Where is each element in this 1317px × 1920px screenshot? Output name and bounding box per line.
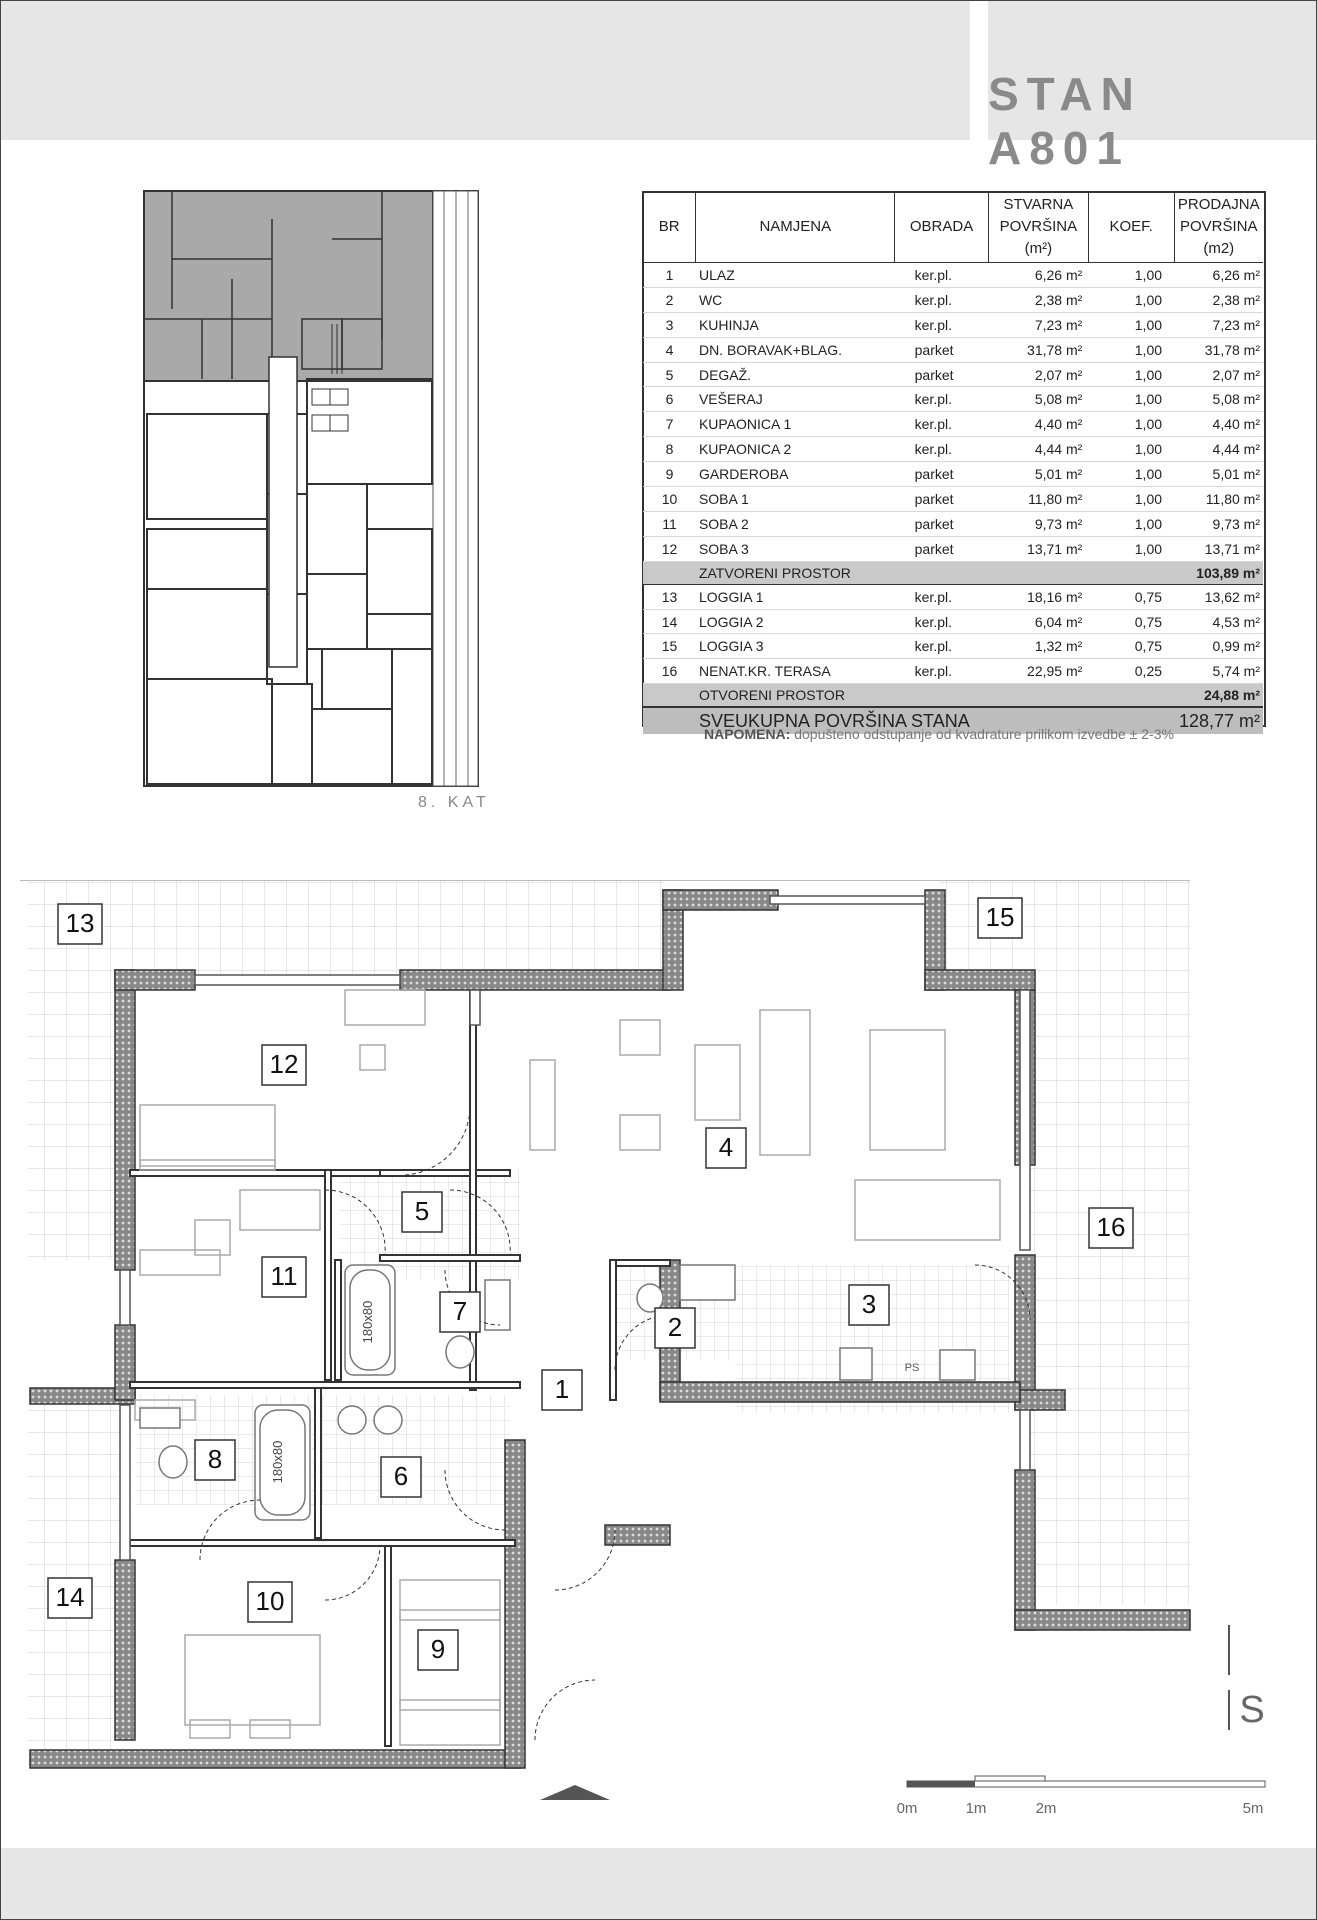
cell-br: 14 (643, 609, 696, 634)
table-row (643, 609, 1263, 634)
table-row (643, 634, 1263, 659)
room-5-label: 5 (414, 1196, 430, 1226)
cell-br: 12 (643, 536, 696, 561)
note-label: NAPOMENA: (704, 726, 791, 742)
cell-coef: 0,75 (1088, 634, 1174, 659)
footer-band (1, 1848, 1316, 1919)
cell-name: KUPAONICA 1 (696, 412, 895, 437)
room-8-label: 8 (207, 1444, 223, 1474)
room-16-label: 16 (1096, 1212, 1126, 1242)
scale-2m: 2m (1035, 1800, 1057, 1817)
cell-finish: parket (895, 462, 989, 487)
header-band-left (1, 1, 970, 140)
cell-coef: 1,00 (1088, 263, 1174, 288)
room-9-label: 9 (430, 1634, 446, 1664)
cell-coef: 1,00 (1088, 437, 1174, 462)
ps-label: PS (904, 1362, 920, 1374)
grand-total-value: 128,77 m² (1174, 707, 1263, 734)
cell-actual: 5,08 m² (988, 387, 1088, 412)
cell-name: DEGAŽ. (696, 362, 895, 387)
table-row (643, 584, 1263, 609)
cell-sale: 4,53 m² (1174, 609, 1263, 634)
cell-name: SOBA 2 (696, 511, 895, 536)
open-total-row (643, 684, 1263, 708)
room-2-label: 2 (667, 1312, 683, 1342)
header-prodajna-line2: POVRŠINA (1179, 218, 1258, 235)
cell-actual: 22,95 m² (988, 659, 1088, 684)
cell-coef: 1,00 (1088, 312, 1174, 337)
room-11-label: 11 (270, 1261, 298, 1291)
cell-br: 5 (643, 362, 696, 387)
open-total-label: OTVORENI PROSTOR (696, 684, 1174, 708)
table-row (643, 263, 1263, 288)
table-row (643, 387, 1263, 412)
cell-br: 9 (643, 462, 696, 487)
cell-sale: 4,40 m² (1174, 412, 1263, 437)
cell-br: 13 (643, 584, 696, 609)
cell-br: 15 (643, 634, 696, 659)
header-stvarna-line2: POVRŠINA (999, 218, 1078, 235)
scale-bar (897, 1776, 1265, 1817)
room-10-label: 10 (255, 1586, 285, 1616)
cell-name: LOGGIA 2 (696, 609, 895, 634)
cell-name: WC (696, 287, 895, 312)
apartment-title: STAN A801 (988, 68, 1142, 174)
cell-finish: parket (895, 362, 989, 387)
cell-name: DN. BORAVAK+BLAG. (696, 337, 895, 362)
cell-name: GARDEROBA (696, 462, 895, 487)
cell-finish: ker.pl. (895, 584, 989, 609)
header-stvarna-line3: (m²) (1024, 240, 1053, 257)
scale-5m: 5m (1242, 1800, 1264, 1817)
table-row (643, 659, 1263, 684)
cell-coef: 1,00 (1088, 287, 1174, 312)
cell-sale: 5,01 m² (1174, 462, 1263, 487)
cell-br: 2 (643, 287, 696, 312)
cell-sale: 11,80 m² (1174, 487, 1263, 512)
table-header-row (643, 192, 1263, 263)
cell-sale: 7,23 m² (1174, 312, 1263, 337)
cell-actual: 7,23 m² (988, 312, 1088, 337)
cell-finish: ker.pl. (895, 437, 989, 462)
room-7-label: 7 (452, 1296, 468, 1326)
cell-sale: 5,74 m² (1174, 659, 1263, 684)
cell-finish: ker.pl. (895, 263, 989, 288)
room-1-label: 1 (554, 1374, 570, 1404)
cell-coef: 0,75 (1088, 584, 1174, 609)
room-4-label: 4 (718, 1132, 734, 1162)
cell-actual: 11,80 m² (988, 487, 1088, 512)
cell-br: 8 (643, 437, 696, 462)
table-row (643, 487, 1263, 512)
tub-label-2: 180x80 (270, 1440, 285, 1484)
tub-label-1: 180x80 (360, 1300, 375, 1344)
cell-actual: 18,16 m² (988, 584, 1088, 609)
room-14-label: 14 (55, 1582, 85, 1612)
cell-sale: 9,73 m² (1174, 511, 1263, 536)
cell-empty (643, 561, 696, 584)
cell-actual: 4,44 m² (988, 437, 1088, 462)
closed-total-label: ZATVORENI PROSTOR (696, 561, 1174, 584)
cell-coef: 0,75 (1088, 609, 1174, 634)
cell-sale: 4,44 m² (1174, 437, 1263, 462)
note-text: dopušteno odstupanje od kvadrature prilikom izvedbe ± 2-3% (790, 726, 1174, 742)
cell-name: VEŠERAJ (696, 387, 895, 412)
cell-finish: parket (895, 487, 989, 512)
cell-actual: 6,26 m² (988, 263, 1088, 288)
closed-total-row (643, 561, 1263, 584)
cell-actual: 9,73 m² (988, 511, 1088, 536)
cell-coef: 1,00 (1088, 462, 1174, 487)
cell-finish: ker.pl. (895, 634, 989, 659)
table-row (643, 337, 1263, 362)
cell-actual: 6,04 m² (988, 609, 1088, 634)
cell-coef: 1,00 (1088, 536, 1174, 561)
cell-finish: ker.pl. (895, 312, 989, 337)
cell-coef: 1,00 (1088, 362, 1174, 387)
cell-actual: 13,71 m² (988, 536, 1088, 561)
cell-sale: 2,38 m² (1174, 287, 1263, 312)
cell-name: NENAT.KR. TERASA (696, 659, 895, 684)
scale-0m: 0m (896, 1800, 918, 1817)
header-band-right (988, 1, 1316, 174)
room-3-label: 3 (861, 1289, 877, 1319)
cell-name: KUPAONICA 2 (696, 437, 895, 462)
room-12-label: 12 (269, 1049, 299, 1079)
header-stvarna-line1: STVARNA (1003, 196, 1074, 213)
table-row (643, 462, 1263, 487)
scale-1m: 1m (965, 1800, 987, 1817)
header-obrada: OBRADA (895, 192, 989, 263)
cell-sale: 13,71 m² (1174, 536, 1263, 561)
cell-coef: 0,25 (1088, 659, 1174, 684)
cell-empty (643, 707, 696, 734)
key-plan (142, 189, 482, 789)
table-row (643, 437, 1263, 462)
cell-coef: 1,00 (1088, 511, 1174, 536)
cell-coef: 1,00 (1088, 387, 1174, 412)
cell-sale: 31,78 m² (1174, 337, 1263, 362)
cell-sale: 13,62 m² (1174, 584, 1263, 609)
cell-finish: ker.pl. (895, 387, 989, 412)
open-total-value: 24,88 m² (1174, 684, 1263, 708)
header-prodajna-line3: (m2) (1203, 240, 1235, 257)
table-row (643, 287, 1263, 312)
room-13-label: 13 (65, 908, 95, 938)
cell-actual: 4,40 m² (988, 412, 1088, 437)
cell-br: 16 (643, 659, 696, 684)
cell-br: 11 (643, 511, 696, 536)
cell-br: 1 (643, 263, 696, 288)
header-br: BR (643, 192, 696, 263)
room-6-label: 6 (393, 1461, 409, 1491)
cell-name: KUHINJA (696, 312, 895, 337)
cell-actual: 5,01 m² (988, 462, 1088, 487)
cell-sale: 0,99 m² (1174, 634, 1263, 659)
cell-finish: parket (895, 511, 989, 536)
cell-name: SOBA 3 (696, 536, 895, 561)
area-table (643, 192, 1263, 734)
cell-br: 7 (643, 412, 696, 437)
floor-label: 8. KAT (418, 794, 490, 811)
cell-finish: ker.pl. (895, 659, 989, 684)
cell-actual: 1,32 m² (988, 634, 1088, 659)
cell-br: 3 (643, 312, 696, 337)
cell-actual: 2,07 m² (988, 362, 1088, 387)
grand-total-label: SVEUKUPNA POVRŠINA STANA (696, 707, 1174, 734)
cell-br: 4 (643, 337, 696, 362)
north-label: S (1239, 1689, 1265, 1731)
cell-finish: ker.pl. (895, 287, 989, 312)
table-row (643, 412, 1263, 437)
header-stvarna (988, 192, 1088, 263)
cell-finish: ker.pl. (895, 412, 989, 437)
table-row (643, 511, 1263, 536)
cell-name: ULAZ (696, 263, 895, 288)
header-koef: KOEF. (1088, 192, 1174, 263)
cell-br: 10 (643, 487, 696, 512)
cell-sale: 2,07 m² (1174, 362, 1263, 387)
room-15-label: 15 (985, 902, 1015, 932)
cell-actual: 2,38 m² (988, 287, 1088, 312)
cell-actual: 31,78 m² (988, 337, 1088, 362)
cell-br: 6 (643, 387, 696, 412)
table-row (643, 362, 1263, 387)
cell-sale: 5,08 m² (1174, 387, 1263, 412)
cell-finish: parket (895, 536, 989, 561)
cell-coef: 1,00 (1088, 337, 1174, 362)
header-prodajna-line1: PRODAJNA (1177, 196, 1260, 213)
closed-total-value: 103,89 m² (1174, 561, 1263, 584)
tolerance-note (704, 726, 1174, 742)
cell-name: SOBA 1 (696, 487, 895, 512)
cell-coef: 1,00 (1088, 487, 1174, 512)
table-row (643, 536, 1263, 561)
cell-finish: ker.pl. (895, 609, 989, 634)
floor-plan (0, 860, 1317, 1850)
cell-coef: 1,00 (1088, 412, 1174, 437)
table-row (643, 312, 1263, 337)
cell-name: LOGGIA 3 (696, 634, 895, 659)
cell-finish: parket (895, 337, 989, 362)
cell-name: LOGGIA 1 (696, 584, 895, 609)
header-prodajna (1174, 192, 1263, 263)
cell-empty (643, 684, 696, 708)
header-namjena: NAMJENA (696, 192, 895, 263)
entrance-marker (540, 1785, 610, 1800)
cell-sale: 6,26 m² (1174, 263, 1263, 288)
